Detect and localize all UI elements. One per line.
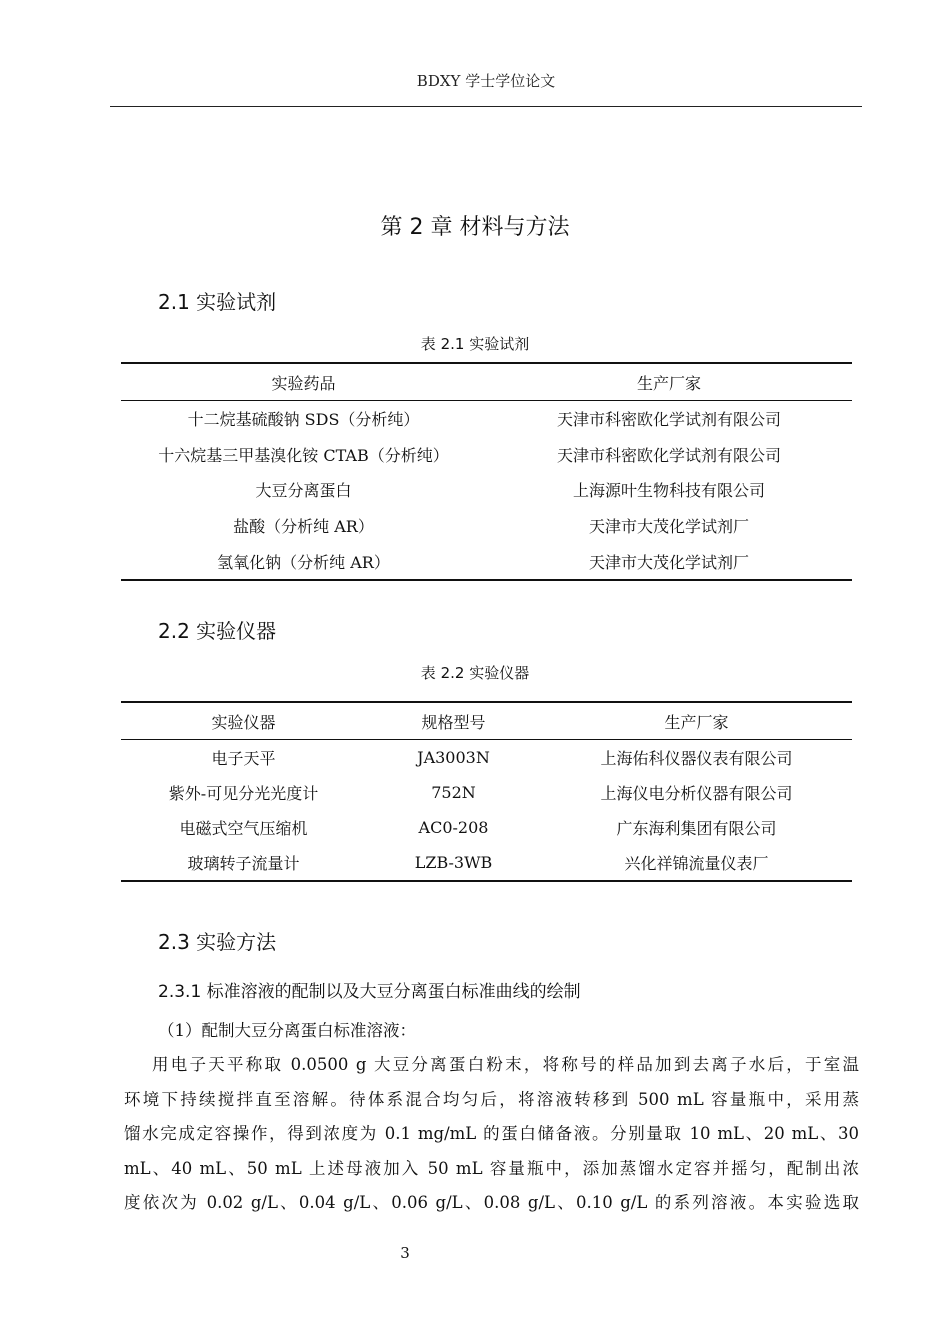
table-row <box>121 775 852 810</box>
header-rule <box>110 106 862 107</box>
column-header: 实验仪器 <box>121 702 366 740</box>
table-row <box>121 508 852 544</box>
column-header: 规格型号 <box>366 702 541 740</box>
table-1-caption: 表 2.1 实验试剂 <box>420 335 530 353</box>
table-cell: 十六烷基三甲基溴化铵 CTAB（分析纯） <box>158 445 449 465</box>
table-row <box>121 810 852 845</box>
table-row <box>121 472 852 508</box>
table-header-row <box>121 363 852 401</box>
paragraph-line: 环境下持续搅拌直至溶解。待体系混合均匀后，将溶液转移到 500 mL 容量瓶中，采用蒸 <box>124 1089 859 1109</box>
table-cell: 兴化祥锦流量仪表厂 <box>541 845 852 881</box>
table-cell: 电磁式空气压缩机 <box>179 819 308 838</box>
table-cell: 上海仪电分析仪器有限公司 <box>600 784 793 803</box>
table-cell: 天津市科密欧化学试剂有限公司 <box>556 410 781 430</box>
paragraph-line: 度依次为 0.02 g/L、0.04 g/L、0.06 g/L、0.08 g/L、0.10 g/L 的系列溶液。本实验选取 <box>124 1193 859 1212</box>
table-cell: LZB-3WB <box>366 845 541 881</box>
table-cell: 玻璃转子流量计 <box>121 845 366 881</box>
chapter-title: 第 2 章 材料与方法 <box>380 215 570 240</box>
table-cell: 氢氧化钠（分析纯 AR） <box>121 543 486 580</box>
paragraph-line: mL、40 mL、50 mL 上述母液加入 50 mL 容量瓶中，添加蒸馏水定容并摇匀，配制出浓 <box>124 1158 859 1178</box>
table-cell: JA3003N <box>417 748 490 767</box>
table-cell: 天津市科密欧化学试剂有限公司 <box>556 445 781 465</box>
table-cell: 天津市大茂化学试剂厂 <box>588 517 749 537</box>
table-cell: 电子天平 <box>211 749 276 768</box>
page-header: BDXY 学士学位论文 <box>416 72 556 90</box>
table-cell: 十二烷基硫酸钠 SDS（分析纯） <box>187 410 420 430</box>
table-cell: 天津市大茂化学试剂厂 <box>486 543 852 580</box>
table-2-caption: 表 2.2 实验仪器 <box>420 664 530 682</box>
table-cell: AC0-208 <box>418 818 489 837</box>
section-heading-2-1: 2.1 实验试剂 <box>158 290 277 314</box>
paragraph-step-1: （1）配制大豆分离蛋白标准溶液： <box>158 1021 416 1040</box>
table-cell: 紫外-可见分光光度计 <box>168 784 319 803</box>
table-cell: 大豆分离蛋白 <box>255 481 352 501</box>
instruments-table <box>121 701 852 882</box>
page-number: 3 <box>400 1244 410 1262</box>
column-header: 生产厂家 <box>486 363 852 401</box>
reagents-table <box>121 362 852 581</box>
table-cell: 上海佑科仪器仪表有限公司 <box>600 749 793 768</box>
section-heading-2-3: 2.3 实验方法 <box>158 930 277 954</box>
table-cell: 盐酸（分析纯 AR） <box>233 517 374 537</box>
paragraph-line: 用电子天平称取 0.0500 g 大豆分离蛋白粉末，将称号的样品加到去离子水后，于室温 <box>152 1055 859 1074</box>
column-header: 生产厂家 <box>541 702 852 740</box>
table-cell: 上海源叶生物科技有限公司 <box>572 481 765 501</box>
table-row <box>121 740 852 776</box>
table-row <box>121 845 852 881</box>
table-cell: 广东海利集团有限公司 <box>616 819 777 838</box>
table-row <box>121 401 852 437</box>
table-cell: 752N <box>431 783 476 802</box>
table-row <box>121 543 852 580</box>
section-heading-2-2: 2.2 实验仪器 <box>158 619 277 643</box>
column-header: 实验药品 <box>121 363 486 401</box>
subsection-heading-2-3-1: 2.3.1 标准溶液的配制以及大豆分离蛋白标准曲线的绘制 <box>158 982 581 1002</box>
body-paragraph <box>124 1048 859 1221</box>
table-row <box>121 437 852 473</box>
paragraph-line: 馏水完成定容操作，得到浓度为 0.1 mg/mL 的蛋白储备液。分别量取 10 mL、20 mL、30 <box>124 1124 859 1143</box>
table-header-row <box>121 702 852 740</box>
